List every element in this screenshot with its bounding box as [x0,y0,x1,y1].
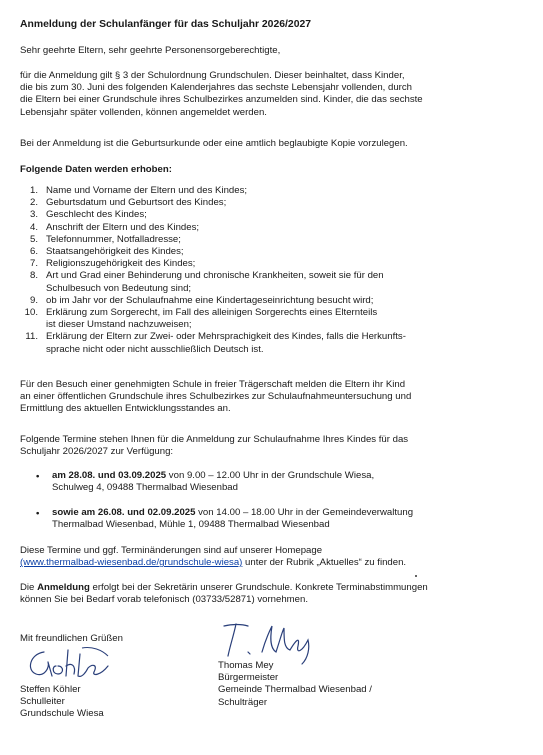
item-text: ob im Jahr vor der Schulaufnahme eine Kindertageseinrichtung besucht wird; [46,294,374,306]
list-item [20,246,530,258]
dates-intro-paragraph [20,434,530,458]
signatory-block [218,660,372,709]
intro-line: Lebensjahr später vollenden, können angemeldet werden. [20,106,267,118]
data-list [20,185,530,356]
homepage-line-rest: unter der Rubrik „Aktuelles“ zu finden. [242,557,407,569]
appointment-address: Thermalbad Wiesenbad, Mühle 1, 09488 Thermalbad Wiesenbad [52,519,330,531]
homepage-line: Diese Termine und ggf. Terminänderungen sind auf unserer Homepage [20,545,323,556]
registration-line: können Sie bei Bedarf vorab telefonisch (03733/52871) vornehmen. [20,594,309,606]
list-item [20,258,530,270]
page-title: Anmeldung der Schulanfänger für das Schuljahr 2026/2027 [20,19,312,30]
item-number: 11. [25,331,38,343]
closing: Mit freundlichen Grüßen [20,633,123,644]
item-text: Schulbesuch von Bedeutung sind; [46,282,192,294]
item-text: Erklärung der Eltern zur Zwei- oder Mehrsprachigkeit des Kindes, falls die Herkunfts- [46,331,406,343]
signatory-name: Thomas Mey [218,660,274,671]
homepage-link[interactable]: (www.thermalbad-wiesenbad.de/grundschule-wiesa) [20,557,243,569]
bullet-icon: • [36,508,40,519]
signatory-block [20,684,104,721]
appointment-time-place: von 14.00 – 18.00 Uhr in der Gemeindeverwaltung [195,507,414,518]
greeting: Sehr geehrte Eltern, sehr geehrte Personensorgeberechtigte, [20,45,281,56]
registration-rest: erfolgt bei der Sekretärin unserer Grundschule. Konkrete Terminabstimmungen [89,582,428,593]
list-item [20,185,530,197]
free-school-line: Für den Besuch einer genehmigten Schule in freier Trägerschaft melden die Eltern ihr Kind [20,379,406,390]
list-item [20,331,530,355]
list-item [20,270,530,294]
appointment-time-place: von 9.00 – 12.00 Uhr in der Grundschule Wiesa, [166,470,375,481]
stray-mark [415,575,417,577]
item-number: 10. [24,307,38,319]
appointment-item [36,470,530,494]
intro-paragraph [20,70,530,119]
item-number: 2. [29,197,38,209]
list-item [20,234,530,246]
item-text: sprache nicht oder nicht ausschließlich Deutsch ist. [46,343,264,355]
dates-intro-line: Schuljahr 2026/2027 zur Verfügung: [20,446,174,458]
intro-line: die Eltern bei einer Grundschule ihres Schulbezirkes anzumelden sind. Kinder, die das sechste [20,94,423,106]
signatory-role: Schulträger [218,696,268,708]
intro-line: für die Anmeldung gilt § 3 der Schulordnung Grundschulen. Dieser beinhaltet, dass Kinder, [20,70,405,81]
item-number: 9. [29,294,38,306]
signatory-role: Bürgermeister [218,672,279,684]
free-school-line: Ermittlung des aktuellen Entwicklungsstandes an. [20,403,231,415]
signatory-role: Grundschule Wiesa [20,708,104,720]
homepage-paragraph [20,545,530,569]
item-text: Anschrift der Eltern und des Kindes; [46,221,200,233]
registration-bold: Anmeldung [37,582,90,593]
signatory-role: Gemeinde Thermalbad Wiesenbad / [218,684,372,696]
item-text: Geburtsdatum und Geburtsort des Kindes; [46,197,227,209]
appointment-dates: sowie am 26.08. und 02.09.2025 [52,507,196,518]
signatory-role: Schulleiter [20,696,65,708]
item-text: Geschlecht des Kindes; [46,209,147,221]
item-number: 5. [29,233,38,245]
free-school-paragraph [20,379,530,416]
appointment-list [36,507,530,531]
signature-mey-image [218,618,338,666]
registration-paragraph [20,582,530,606]
list-item [20,307,530,331]
appointment-list [36,470,530,494]
item-number: 6. [29,246,38,258]
registration-pre: Die [20,582,38,593]
item-number: 7. [29,258,38,270]
item-number: 1. [29,185,38,196]
free-school-line: an einer öffentlichen Grundschule ihres Schulbezirkes zur Schulaufnahmeuntersuchung und [20,391,412,403]
list-item [20,222,530,234]
item-number: 4. [29,221,38,233]
intro-line: die bis zum 30. Juni des folgenden Kalenderjahres das sechste Lebensjahr vollenden, durch [20,82,412,94]
item-text: Name und Vorname der Eltern und des Kindes; [46,185,248,196]
item-text: Religionszugehörigkeit des Kindes; [46,258,196,270]
item-text: Erklärung zum Sorgerecht, im Fall des alleinigen Sorgerechts eines Elternteils [46,307,378,319]
appointment-dates: am 28.08. und 03.09.2025 [52,470,167,481]
item-number: 8. [29,270,38,282]
item-text: Staatsangehörigkeit des Kindes; [46,246,184,258]
signature-koehler-image [22,644,132,684]
data-heading: Folgende Daten werden erhoben: [20,164,172,175]
signatory-name: Steffen Köhler [20,684,81,695]
bullet-icon: • [36,471,40,482]
item-text: Telefonnummer, Notfalladresse; [46,233,181,245]
item-text: ist dieser Umstand nachzuweisen; [46,319,192,331]
item-number: 3. [29,209,38,221]
item-text: Art und Grad einer Behinderung und chronische Krankheiten, soweit sie für den [46,270,384,282]
appointment-item [36,507,530,531]
list-item [20,197,530,209]
appointment-address: Schulweg 4, 09488 Thermalbad Wiesenbad [52,482,238,494]
dates-intro-line: Folgende Termine stehen Ihnen für die Anmeldung zur Schulaufnahme Ihres Kindes für das [20,434,409,445]
list-item [20,295,530,307]
documents-note: Bei der Anmeldung ist die Geburtsurkunde oder eine amtlich beglaubigte Kopie vorzulegen. [20,138,408,149]
list-item [20,209,530,221]
